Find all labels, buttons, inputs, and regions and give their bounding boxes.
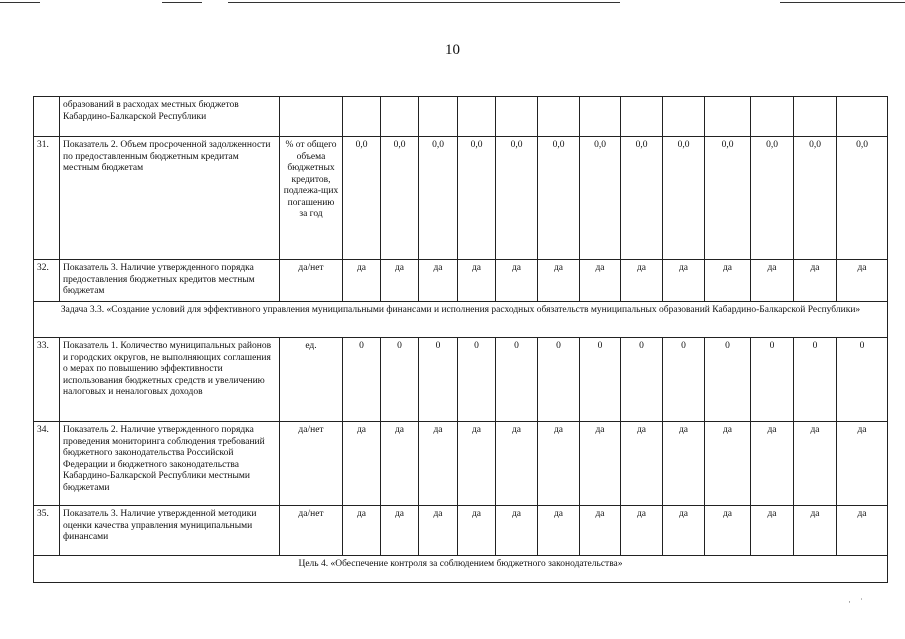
- indicator-name: Показатель 3. Наличие утвержденной методики оценки качества управления муниципальными финансами: [60, 506, 280, 556]
- row-number: [34, 97, 60, 137]
- indicator-name: Показатель 3. Наличие утвержденного порядка предоставления бюджетных кредитов местным бюджетам: [60, 260, 280, 302]
- scan-mark: · ˙: [848, 597, 863, 607]
- row-number: 34.: [34, 422, 60, 506]
- value-cell: 0,0: [381, 137, 419, 260]
- value-cell: 0,0: [538, 137, 580, 260]
- value-cell: [751, 97, 794, 137]
- value-cell: 0: [663, 338, 705, 422]
- value-cell: да: [496, 506, 538, 556]
- value-cell: да: [794, 260, 837, 302]
- value-cell: да: [496, 422, 538, 506]
- value-cell: 0: [538, 338, 580, 422]
- value-cell: 0: [496, 338, 538, 422]
- value-cell: 0,0: [751, 137, 794, 260]
- value-cell: да: [381, 260, 419, 302]
- value-cell: 0,0: [621, 137, 663, 260]
- value-cell: да: [458, 260, 496, 302]
- value-cell: да: [496, 260, 538, 302]
- value-cell: [538, 97, 580, 137]
- value-cell: да: [837, 422, 888, 506]
- value-cell: [794, 97, 837, 137]
- unit-cell: ед.: [280, 338, 343, 422]
- value-cell: [458, 97, 496, 137]
- value-cell: [496, 97, 538, 137]
- value-cell: 0,0: [343, 137, 381, 260]
- value-cell: [621, 97, 663, 137]
- section-heading: Цель 4. «Обеспечение контроля за соблюдением бюджетного законодательства»: [34, 556, 888, 583]
- value-cell: да: [538, 422, 580, 506]
- unit-cell: да/нет: [280, 506, 343, 556]
- value-cell: да: [458, 506, 496, 556]
- value-cell: 0: [381, 338, 419, 422]
- row-number: 33.: [34, 338, 60, 422]
- value-cell: 0: [419, 338, 458, 422]
- value-cell: да: [705, 506, 751, 556]
- value-cell: [837, 97, 888, 137]
- value-cell: да: [381, 506, 419, 556]
- value-cell: да: [538, 506, 580, 556]
- section-row: [34, 556, 888, 583]
- value-cell: 0,0: [496, 137, 538, 260]
- value-cell: 0,0: [419, 137, 458, 260]
- value-cell: 0,0: [794, 137, 837, 260]
- section-row: [34, 302, 888, 338]
- table-row: [34, 137, 888, 260]
- indicators-table: [33, 96, 888, 583]
- value-cell: 0,0: [458, 137, 496, 260]
- value-cell: [343, 97, 381, 137]
- value-cell: 0,0: [705, 137, 751, 260]
- header-rule-2: [162, 2, 202, 3]
- row-number: 31.: [34, 137, 60, 260]
- value-cell: да: [794, 506, 837, 556]
- value-cell: 0,0: [580, 137, 621, 260]
- value-cell: да: [663, 422, 705, 506]
- table-row: [34, 97, 888, 137]
- page-number: 10: [445, 42, 460, 58]
- value-cell: 0: [705, 338, 751, 422]
- value-cell: [705, 97, 751, 137]
- table-row: [34, 260, 888, 302]
- value-cell: 0: [794, 338, 837, 422]
- value-cell: да: [621, 506, 663, 556]
- value-cell: да: [343, 422, 381, 506]
- value-cell: да: [381, 422, 419, 506]
- value-cell: да: [419, 506, 458, 556]
- value-cell: 0: [343, 338, 381, 422]
- value-cell: да: [343, 506, 381, 556]
- value-cell: [580, 97, 621, 137]
- indicator-name: Показатель 2. Наличие утвержденного порядка проведения мониторинга соблюдения требований бюджетного законодательства Российской Федерации и бюджетного законодательства Кабардино-Балкарской Республики местными бюджетами: [60, 422, 280, 506]
- unit-cell: да/нет: [280, 422, 343, 506]
- value-cell: [419, 97, 458, 137]
- value-cell: да: [538, 260, 580, 302]
- header-rule-1: [0, 2, 40, 3]
- value-cell: 0: [580, 338, 621, 422]
- indicator-name: Показатель 2. Объем просроченной задолженности по предоставленным бюджетным кредитам местным бюджетам: [60, 137, 280, 260]
- value-cell: 0: [621, 338, 663, 422]
- value-cell: да: [751, 506, 794, 556]
- table-row: [34, 422, 888, 506]
- indicator-name: образований в расходах местных бюджетов Кабардино-Балкарской Республики: [60, 97, 280, 137]
- value-cell: 0: [751, 338, 794, 422]
- value-cell: да: [580, 422, 621, 506]
- value-cell: да: [837, 260, 888, 302]
- unit-cell: да/нет: [280, 260, 343, 302]
- value-cell: да: [580, 260, 621, 302]
- value-cell: да: [663, 506, 705, 556]
- indicator-name: Показатель 1. Количество муниципальных районов и городских округов, не выполняющих соглашения о мерах по повышению эффективности использования бюджетных средств и увеличению налоговых и неналоговых доходов: [60, 338, 280, 422]
- value-cell: да: [458, 422, 496, 506]
- row-number: 32.: [34, 260, 60, 302]
- value-cell: да: [621, 422, 663, 506]
- section-heading: Задача 3.3. «Создание условий для эффективного управления муниципальными финансами и исполнения расходных обязательств муниципальных образований Кабардино-Балкарской Республики»: [34, 302, 888, 338]
- value-cell: да: [705, 260, 751, 302]
- value-cell: да: [419, 422, 458, 506]
- value-cell: да: [343, 260, 381, 302]
- value-cell: да: [751, 422, 794, 506]
- value-cell: да: [419, 260, 458, 302]
- value-cell: 0: [458, 338, 496, 422]
- header-rule-3: [228, 2, 620, 3]
- value-cell: да: [837, 506, 888, 556]
- value-cell: 0: [837, 338, 888, 422]
- unit-cell: % от общего объема бюджетных кредитов, подлежа-щих погашению за год: [280, 137, 343, 260]
- value-cell: [381, 97, 419, 137]
- value-cell: да: [663, 260, 705, 302]
- row-number: 35.: [34, 506, 60, 556]
- value-cell: 0,0: [837, 137, 888, 260]
- value-cell: да: [621, 260, 663, 302]
- table-row: [34, 338, 888, 422]
- value-cell: да: [794, 422, 837, 506]
- value-cell: да: [580, 506, 621, 556]
- value-cell: да: [751, 260, 794, 302]
- table-row: [34, 506, 888, 556]
- value-cell: да: [705, 422, 751, 506]
- value-cell: [663, 97, 705, 137]
- unit-cell: [280, 97, 343, 137]
- value-cell: 0,0: [663, 137, 705, 260]
- header-rule-4: [780, 2, 905, 3]
